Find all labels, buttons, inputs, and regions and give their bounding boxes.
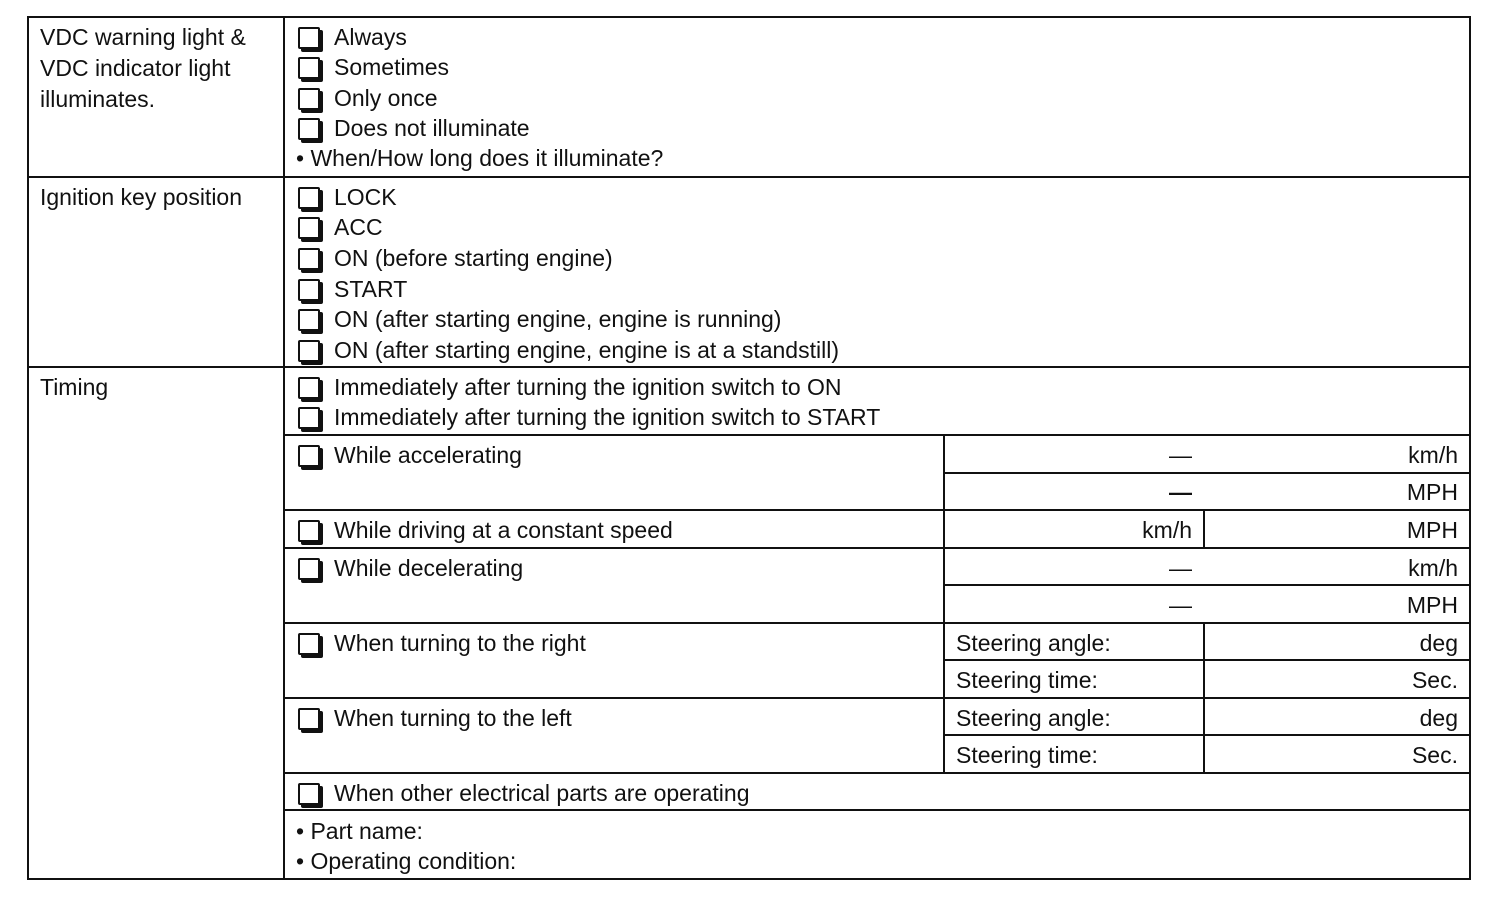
after-ignition-on-option-label: Immediately after turning the ignition switch to ON: [334, 374, 842, 400]
timing-label: Timing: [40, 374, 109, 400]
row-divider: [283, 547, 1471, 549]
decelerating-kmh-separator: —: [1169, 555, 1192, 581]
turning-right-label: When turning to the right: [334, 630, 586, 656]
on-engine-running-option-label: ON (after starting engine, engine is running): [334, 306, 782, 332]
on-engine-standstill-option-label: ON (after starting engine, engine is at a standstill): [334, 337, 839, 363]
while-decelerating-checkbox[interactable]: [298, 558, 320, 580]
acc-checkbox[interactable]: [298, 217, 320, 239]
does-not-illuminate-checkbox[interactable]: [298, 118, 320, 140]
row-divider: [27, 176, 1471, 178]
turning-right-angle-unit: deg: [1419, 630, 1458, 656]
illumination-label-line-2: VDC indicator light: [40, 55, 231, 81]
illumination-label-line-3: illuminates.: [40, 86, 156, 112]
only-once-option-label: Only once: [334, 85, 438, 111]
turning-right-steering-time-label: Steering time:: [956, 667, 1098, 693]
form-border-top: [27, 16, 1471, 18]
turning-left-steering-angle-label: Steering angle:: [956, 705, 1111, 731]
does-not-illuminate-option-label: Does not illuminate: [334, 115, 530, 141]
constant-speed-mph-unit: MPH: [1406, 517, 1458, 543]
value-column-divider: [943, 434, 945, 774]
decelerating-mph-unit: MPH: [1406, 592, 1458, 618]
turning-left-checkbox[interactable]: [298, 708, 320, 730]
part-name-field-label: • Part name:: [296, 818, 423, 844]
row-divider: [283, 697, 1471, 699]
turning-left-label: When turning to the left: [334, 705, 572, 731]
on-engine-running-checkbox[interactable]: [298, 309, 320, 331]
always-option-label: Always: [334, 24, 407, 50]
accelerating-mph-unit: MPH: [1406, 479, 1458, 505]
turning-left-time-unit: Sec.: [1411, 742, 1458, 768]
row-divider: [283, 622, 1471, 624]
after-ignition-start-checkbox[interactable]: [298, 407, 320, 429]
while-accelerating-checkbox[interactable]: [298, 445, 320, 467]
value-divider: [944, 584, 1471, 586]
lock-option-label: LOCK: [334, 184, 397, 210]
while-accelerating-label: While accelerating: [334, 442, 522, 468]
while-decelerating-label: While decelerating: [334, 555, 524, 581]
ignition-key-position-label: Ignition key position: [40, 184, 243, 210]
row-divider: [283, 509, 1471, 511]
value-divider: [944, 472, 1471, 474]
start-option-label: START: [334, 276, 408, 302]
turning-right-steering-angle-label: Steering angle:: [956, 630, 1111, 656]
illumination-label-line-1: VDC warning light &: [40, 24, 246, 50]
decelerating-mph-separator: —: [1169, 592, 1192, 618]
constant-speed-kmh-unit: km/h: [1142, 517, 1192, 543]
row-divider: [283, 772, 1471, 774]
accelerating-kmh-separator: —: [1169, 442, 1192, 468]
split-divider: [1203, 509, 1205, 549]
turning-right-time-unit: Sec.: [1411, 667, 1458, 693]
other-electrical-parts-checkbox[interactable]: [298, 783, 320, 805]
row-divider: [283, 434, 1471, 436]
sometimes-option-label: Sometimes: [334, 54, 450, 80]
split-divider: [1203, 622, 1205, 774]
turning-right-checkbox[interactable]: [298, 633, 320, 655]
after-ignition-on-checkbox[interactable]: [298, 377, 320, 399]
decelerating-kmh-unit: km/h: [1408, 555, 1458, 581]
always-checkbox[interactable]: [298, 27, 320, 49]
on-before-start-option-label: ON (before starting engine): [334, 245, 613, 271]
form-border-bottom: [27, 878, 1471, 880]
on-before-start-checkbox[interactable]: [298, 248, 320, 270]
on-engine-standstill-checkbox[interactable]: [298, 340, 320, 362]
start-checkbox[interactable]: [298, 279, 320, 301]
label-column-divider: [283, 16, 285, 880]
turning-left-angle-unit: deg: [1419, 705, 1458, 731]
illumination-duration-note: • When/How long does it illuminate?: [296, 145, 664, 171]
row-divider: [27, 366, 1471, 368]
value-divider: [944, 659, 1471, 661]
accelerating-mph-separator: —: [1169, 479, 1192, 505]
constant-speed-checkbox[interactable]: [298, 520, 320, 542]
other-electrical-parts-label: When other electrical parts are operating: [334, 780, 750, 806]
acc-option-label: ACC: [334, 214, 383, 240]
accelerating-kmh-unit: km/h: [1408, 442, 1458, 468]
value-divider: [944, 734, 1471, 736]
operating-condition-field-label: • Operating condition:: [296, 848, 517, 874]
row-divider: [283, 809, 1471, 811]
constant-speed-label: While driving at a constant speed: [334, 517, 673, 543]
sometimes-checkbox[interactable]: [298, 57, 320, 79]
form-border-left: [27, 16, 29, 880]
turning-left-steering-time-label: Steering time:: [956, 742, 1098, 768]
lock-checkbox[interactable]: [298, 187, 320, 209]
after-ignition-start-option-label: Immediately after turning the ignition switch to START: [334, 404, 881, 430]
form-border-right: [1469, 16, 1471, 880]
only-once-checkbox[interactable]: [298, 88, 320, 110]
